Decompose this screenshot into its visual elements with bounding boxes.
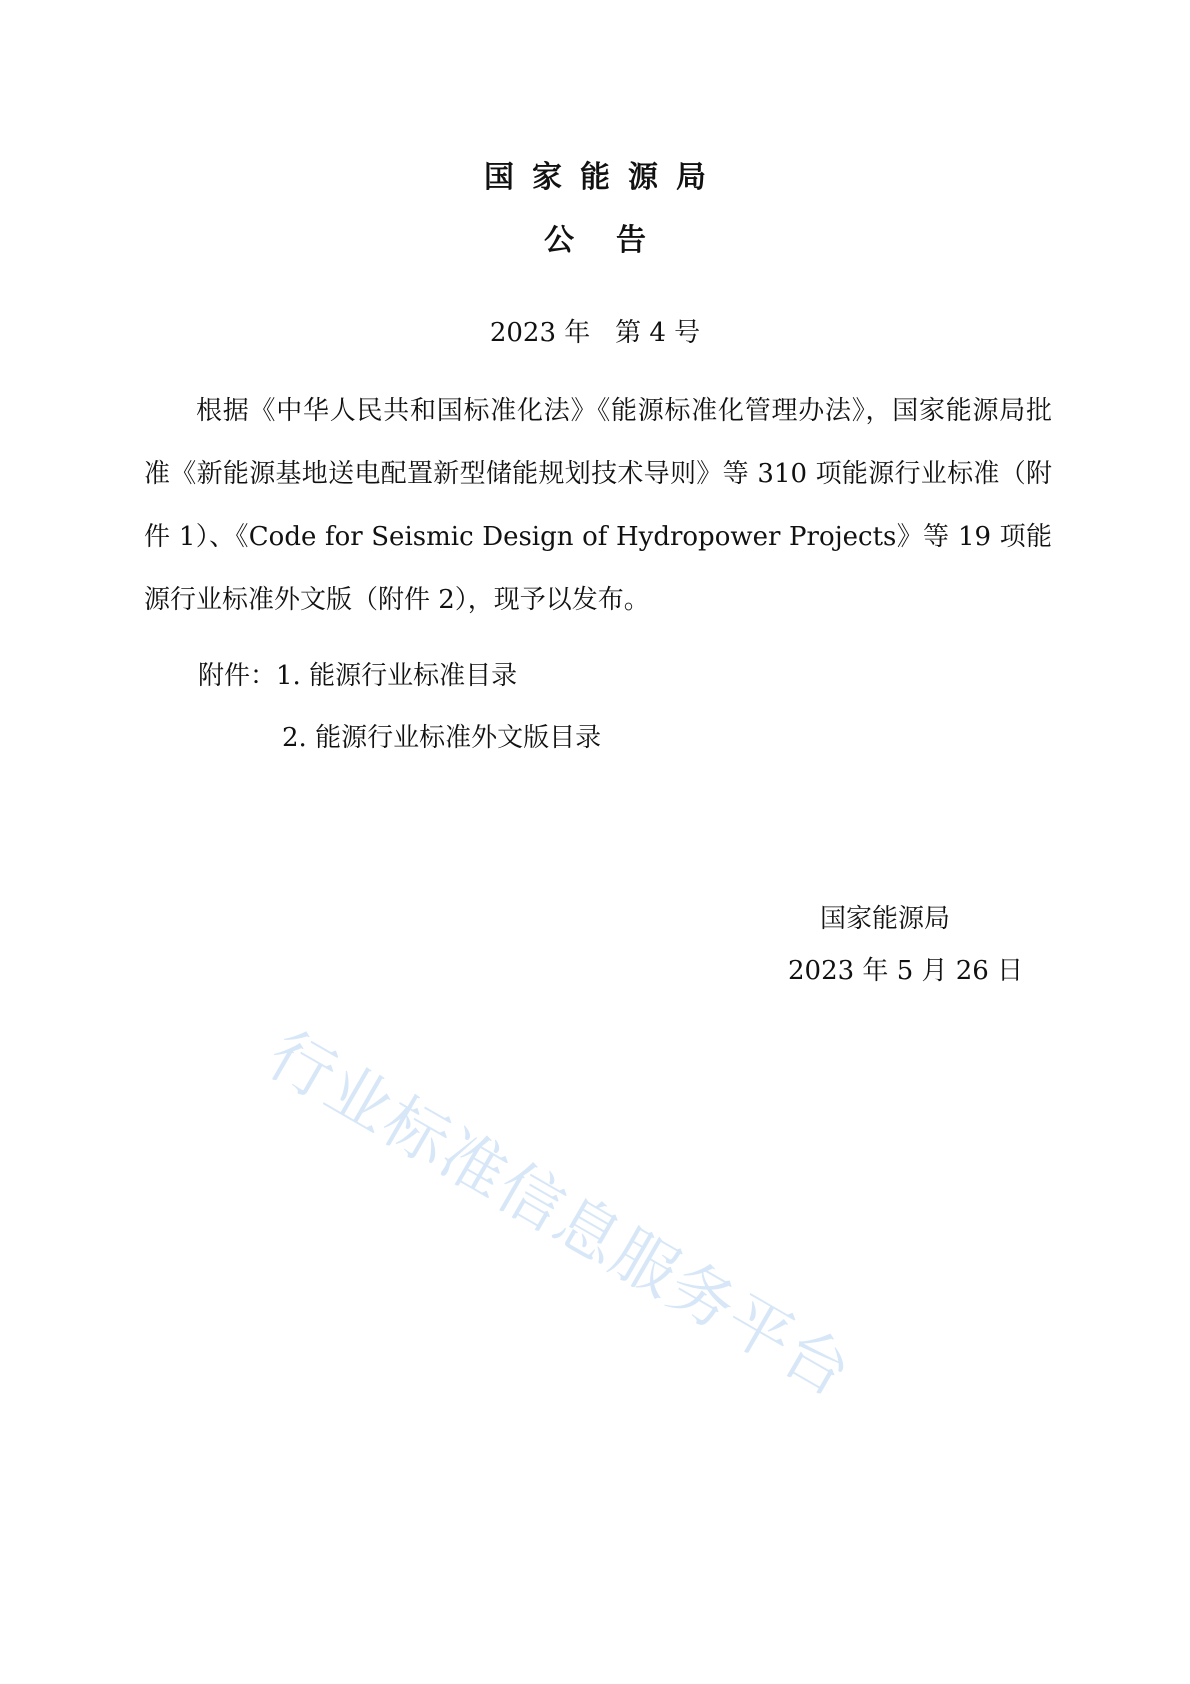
issuing-authority-title: 国家能源局	[484, 160, 724, 195]
watermark-text: 行业标准信息服务平台	[255, 1017, 865, 1413]
attachment-item-2: 2. 能源行业标准外文版目录	[282, 723, 602, 753]
signature-date: 2023 年 5 月 26 日	[788, 956, 1024, 986]
signature-authority: 国家能源局	[820, 904, 951, 934]
attachment-item-1: 附件：1. 能源行业标准目录	[198, 661, 518, 691]
issue-number: 2023 年 第 4 号	[489, 318, 701, 348]
announcement-body: 根据《中华人民共和国标准化法》《能源标准化管理办法》，国家能源局批准《新能源基地送电配置新型储能规划技术导则》等 310 项能源行业标准（附件 1）、《Code for Seismic Design of Hydropower Projects》等 19 项能源行业标准外文版（附件 2），现予以发布。	[144, 396, 1052, 615]
document-type-title: 公告	[544, 223, 688, 258]
